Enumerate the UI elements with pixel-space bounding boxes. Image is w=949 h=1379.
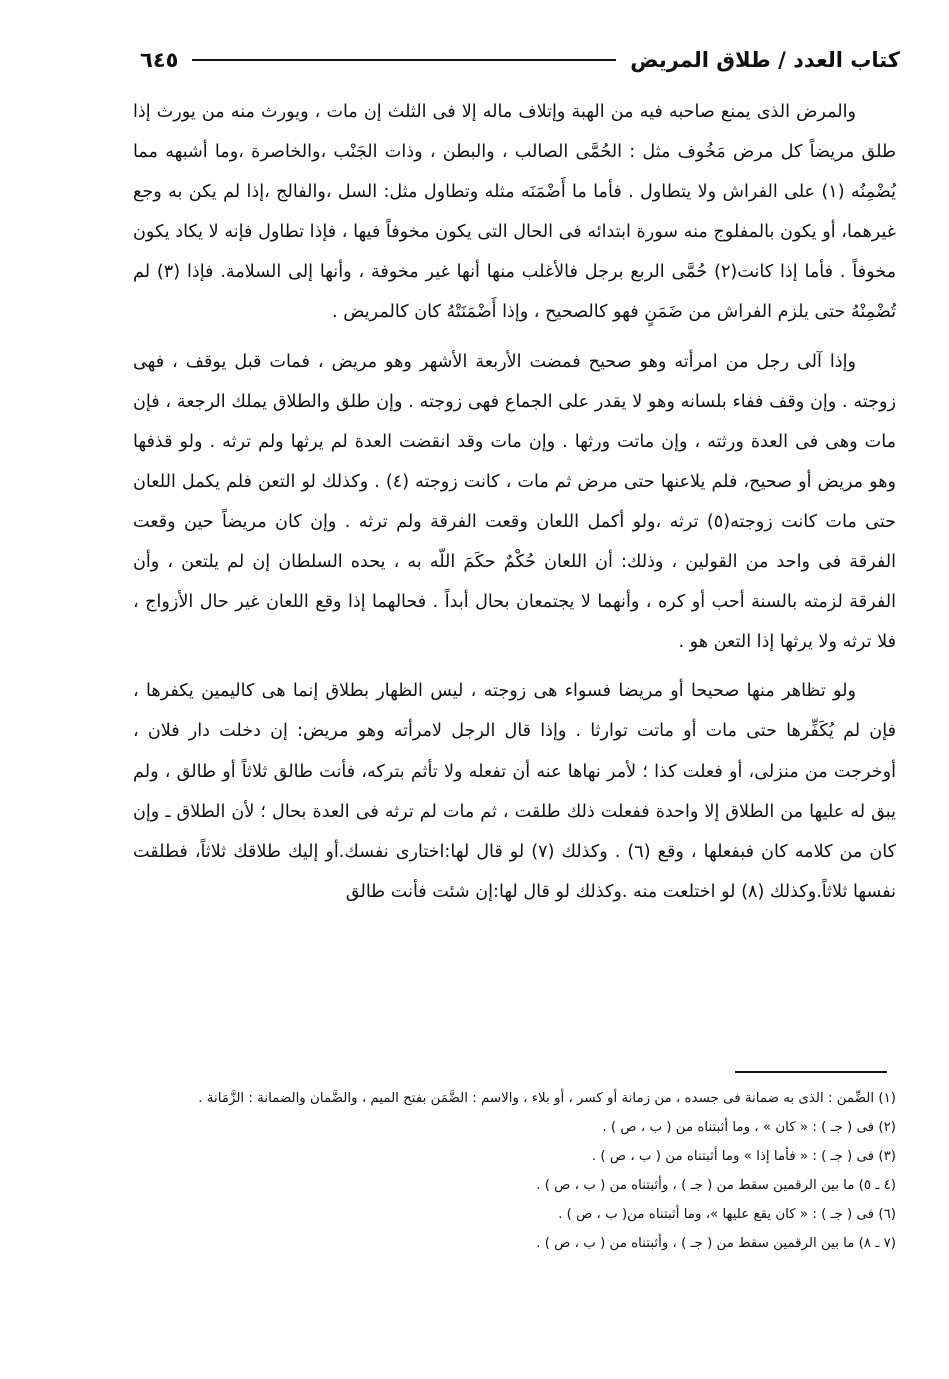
footnote-separator <box>735 1071 887 1073</box>
paragraph-3: ولو تظاهر منها صحيحا أو مريضا فسواء هى زوجته ، ليس الظهار بطلاق إنما هى كاليمين يكفرها ، فإن لم يُكَفِّرها حتى مات أو ماتت توارثا . وإذا قال الرجل لامرأته وهو مريض: إن دخلت دار فلان ، أوخرجت من منزلى، أو فعلت كذا ؛ لأمر نهاها عنه أن تفعله ولا تأثم بتركه، فأنت طالق ثلاثاً أو طالق ، ولم يبق له عليها من الطلاق إلا واحدة ففعلت ذلك طلقت ، ثم مات لم ترثه فى العدة بحال ؛ لأن الطلاق ـ وإن كان من كلامه كان فبفعلها ، وقع (٦) . وكذلك (٧) لو قال لها:اختارى نفسك.أو إليك طلاقك ثلاثاً، فطلقت نفسها ثلاثاً.وكذلك (٨) لو اختلعت منه .وكذلك لو قال لها:إن شئت فأنت طالق <box>133 681 896 902</box>
footnote-1: (١) الضِّمن : الذى به ضمانة فى جسده ، من زمانة أو كسر ، أو بلاء ، والاسم : الضَّمَن بفتح الميم ، والضَّمان والضمانة : الزَّمَانة . <box>198 1091 896 1106</box>
main-text <box>133 92 896 921</box>
footnote-3: (٣) فى ( جـ ) : « فأما إذا » وما أثبتناه من ( ب ، ص ) . <box>591 1149 896 1164</box>
paragraph-2: وإذا آلى رجل من امرأته وهو صحيح فمضت الأربعة الأشهر وهو مريض ، فمات قبل يوقف ، فهى زوجته . وإن وقف ففاء بلسانه وهو لا يقدر على الجماع فهى زوجته . وإن طلق والطلاق يملك الرجعة ، فإن مات وهى فى العدة ورثته ، وإن ماتت ورثها . وإن مات وقد انقضت العدة لم يرثها ولم ترثه . ولو قذفها وهو مريض أو صحيح، فلم يلاعنها حتى مرض ثم مات ، كانت زوجته (٤) . وكذلك لو التعن فلم يكمل اللعان حتى مات كانت زوجته(٥) ترثه ،ولو أكمل اللعان وقعت الفرقة ولم ترثه . وإن كان مريضاً حين وقعت الفرقة فى واحد من القولين ، وذلك: أن اللعان حُكْمٌ حكَمَ اللّه به ، يحده السلطان إن لم يلتعن ، وأن الفرقة لزمته بالسنة أحب أو كره ، وأنهما لا يجتمعان بحال أبداً . فحالهما إذا وقع اللعان غير حال الأزواج ، فلا ترثه ولا يرثها إذا التعن هو . <box>133 351 896 653</box>
header-rule <box>192 59 616 61</box>
footnote-4-5: (٤ ـ ٥) ما بين الرقمين سقط من ( جـ ) ، وأثبتناه من ( ب ، ص ) . <box>536 1178 896 1193</box>
running-title: كتاب العدد / طلاق المريض <box>630 48 900 72</box>
footnote-7-8: (٧ ـ ٨) ما بين الرقمين سقط من ( جـ ) ، وأثبتناه من ( ب ، ص ) . <box>536 1236 896 1251</box>
footnotes <box>136 1084 896 1258</box>
footnote-2: (٢) فى ( جـ ) : « كان » ، وما أثبتناه من ( ب ، ص ) . <box>602 1120 896 1135</box>
page-number: ٦٤٥ <box>140 48 179 72</box>
running-header <box>140 40 900 80</box>
paragraph-1: والمرض الذى يمنع صاحبه فيه من الهبة وإتلاف ماله إلا فى الثلث إن مات ، ويورث منه من يورث إذا طلق مريضاً كل مرض مَخُوف مثل : الحُمَّى الصالب ، والبطن ، وذات الجَنْب ،والخاصرة ،وما أشبهه مما يُضْمِنُه (١) على الفراش ولا يتطاول . فأما ما أَضْمَنَه مثله وتطاول مثل: السل ،والفالج ،إذا لم يكن به وجع غيرهما، أو يكون بالمفلوج منه سورة ابتدائه فى الحال التى يكون مخوفاً فيها ، فإذا تطاول فإنه لا يكاد يكون مخوفاً . فأما إذا كانت(٢) حُمَّى الربع برجل فالأغلب منها أنها غير مخوفة ، وأنها إلى السلامة. فإذا (٣) لم تُضْمِنْهُ حتى يلزم الفراش من ضَمَنٍ فهو كالصحيح ، وإذا أَضْمَنَتْهُ كان كالمريض . <box>133 102 896 323</box>
footnote-6: (٦) فى ( جـ ) : « كان يقع عليها »، وما أثبتناه من( ب ، ص ) . <box>558 1207 896 1222</box>
